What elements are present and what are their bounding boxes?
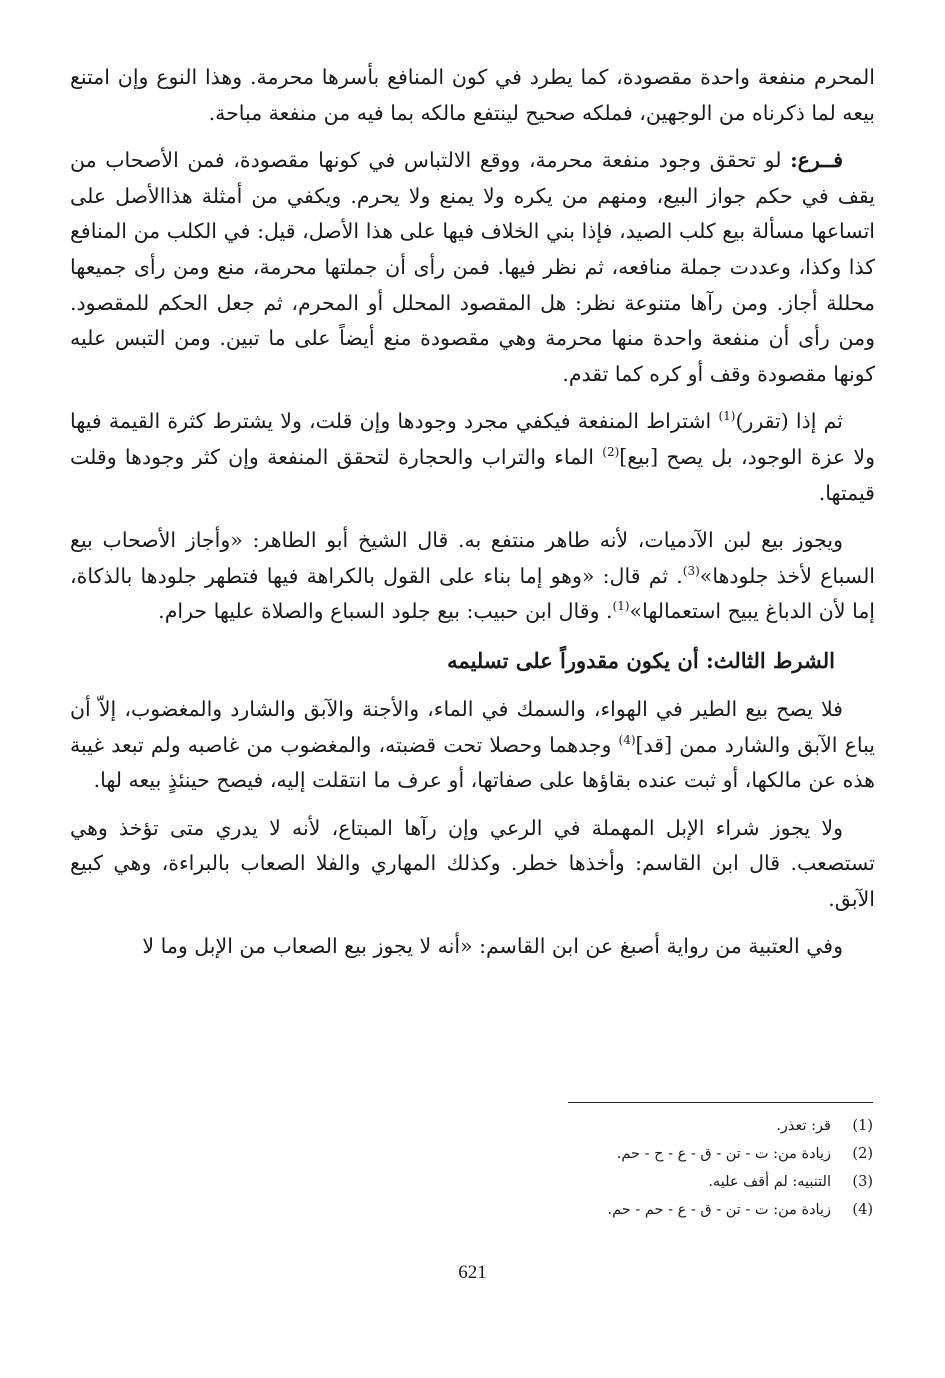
footnote-2-number: (2) [852, 1146, 873, 1162]
paragraph-3-text-c: الماء والتراب والحجارة لتحقق المنفعة وإن كثر وجودها وقلت قيمتها. [70, 444, 875, 505]
paragraph-4 [70, 523, 875, 630]
paragraph-5 [70, 692, 875, 799]
branch-label: فــرع: [790, 148, 843, 173]
footnote-ref-1b[interactable]: (1) [612, 599, 630, 614]
page-body [70, 60, 875, 977]
paragraph-7-text: وفي العتبية من رواية أصبغ عن ابن القاسم: «أنه لا يجوز بيع الصعاب من الإبل وما لا [142, 934, 843, 959]
footnote-4 [453, 1196, 873, 1224]
footnote-divider [568, 1102, 873, 1103]
footnote-1 [453, 1112, 873, 1140]
footnote-4-text: زيادة من: ت - تن - ق - ع - حم - حم. [607, 1202, 831, 1218]
paragraph-5-text-a: فلا يصح بيع الطير في الهواء، والسمك في الماء، والأجنة والآبق والشارد والمغضوب، إلاّ أن يباع الآبق والشارد ممن [قد] [70, 696, 875, 757]
page-number: 621 [458, 1262, 487, 1283]
footnote-1-number: (1) [852, 1118, 873, 1134]
footnote-2 [453, 1140, 873, 1168]
paragraph-1-text: المحرم منفعة واحدة مقصودة، كما يطرد في كون المنافع بأسرها محرمة. وهذا النوع وإن امتنع بيعه لما ذكرناه من الوجهين، فملكه صحيح لينتفع مالكه بما فيه من منفعة مباحة. [70, 65, 875, 125]
paragraph-4-text-c: . وقال ابن حبيب: بيع جلود السباع والصلاة عليها حرام. [158, 599, 613, 624]
footnote-ref-4[interactable]: (4) [618, 732, 636, 747]
footnote-1-text: قر: تعذر. [776, 1118, 831, 1134]
footnotes [453, 1112, 873, 1224]
paragraph-4-text-a: ويجوز بيع لبن الآدميات، لأنه طاهر منتفع به. قال الشيخ أبو الطاهر: «وأجاز الأصحاب بيع السباع لأخذ جلودها» [70, 528, 876, 588]
footnote-4-number: (4) [852, 1202, 873, 1218]
paragraph-7 [70, 929, 875, 965]
footnote-3-text: التنبيه: لم أقف عليه. [708, 1174, 831, 1190]
paragraph-3 [70, 404, 875, 511]
paragraph-6 [70, 811, 875, 918]
paragraph-6-text: ولا يجوز شراء الإبل المهملة في الرعي وإن رآها المبتاع، لأنه لا يدري متى تؤخذ وهي تستصعب. قال ابن القاسم: وأخذها خطر. وكذلك المهاري والفلا الصعاب بالبراءة، وهي كبيع الآبق. [70, 815, 875, 911]
footnote-3 [453, 1168, 873, 1196]
footnote-ref-2[interactable]: (2) [602, 445, 620, 460]
paragraph-5-text-b: وجدهما وحصلا تحت قضبته، والمغضوب من غاصبه ولم تبعد غيبة هذه عن مالكها، أو ثبت عنده بقاؤها على صفاتها، أو عرف ما انتقلت إليه، فيصح حينئذٍ بيعه لها. [70, 732, 875, 793]
paragraph-1 [70, 60, 875, 131]
paragraph-4-text-b: . ثم قال: «وهو إما بناء على القول بالكراهة فيها فتطهر جلودها بالذكاة، إما لأن الدباغ يبيح استعمالها» [70, 563, 875, 624]
paragraph-3-text-a: ثم إذا (تقرر) [735, 409, 843, 434]
footnote-ref-1[interactable]: (1) [718, 409, 736, 424]
paragraph-branch [70, 143, 875, 392]
paragraph-3-text-b: اشتراط المنفعة فيكفي مجرد وجودها وإن قلت، ولا يشترط كثرة القيمة فيها ولا عزة الوجود، بل يصح [بيع] [70, 409, 875, 469]
footnote-2-text: زيادة من: ت - تن - ق - ع - ح - حم. [616, 1146, 831, 1162]
footnote-3-number: (3) [852, 1174, 873, 1190]
paragraph-branch-text: لو تحقق وجود منفعة محرمة، ووقع الالتباس في كونها مقصودة، فمن الأصحاب من يقف في حكم جواز البيع، ومنهم من يكره ولا يمنع ولا يحرم. ويكفي من أمثلة هذاالأصل على اتساعها مسألة بيع كلب الصيد، فإذا بني الخلاف فيها على هذا الأصل، قيل: في الكلب من المنافع كذا وكذا، وعددت جملة منافعه، ثم نظر فيها. فمن رأى أن جملتها محرمة، منع ومن رأى جميعها محللة أجاز. ومن رآها متنوعة نظر: هل المقصود المحلل أو المحرم، ثم جعل الحكم للمقصود. ومن رأى أن منفعة واحدة منها محرمة وهي مقصودة منع أيضاً على ما تبين. ومن التبس عليه كونها مقصودة وقف أو كره كما تقدم. [70, 148, 875, 386]
section-heading: الشرط الثالث: أن يكون مقدوراً على تسليمه [447, 647, 835, 673]
footnote-ref-3[interactable]: (3) [682, 563, 700, 578]
